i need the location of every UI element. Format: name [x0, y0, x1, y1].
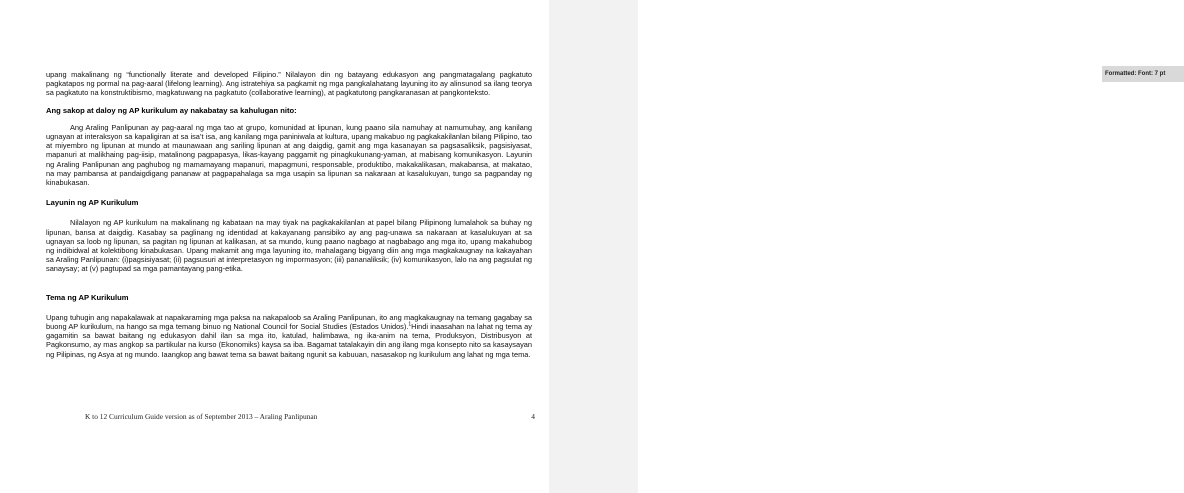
themes-paragraph [46, 313, 532, 359]
definition-paragraph: Ang Araling Panlipunan ay pag-aaral ng mga tao at grupo, komunidad at lipunan, kung paano sila namuhay at namumuhay, ang kanilang ugnayan at interaksyon sa kapaligiran at sa isa’t isa, ang kanilang mga paniniwala at kultura, upang makabuo ng pagkakakilanlan bilang Pilipino, tao at miyembro ng lipunan at mundo at maunawaan ang sariling lipunan at ang daigdig, gamit ang mga kasanayan sa pagsasaliksik, pagsisiyasat, mapanuri at malikhaing pag-iisip, matalinong pagpapasya, likas-kayang paggamit ng pinagkukunang-yaman, at mabisang komunikasyon. Layunin ng Araling Panlipunan ang paghubog ng mamamayang mapanuri, mapagmuni, responsable, produktibo, makakalikasan, makabansa, at makatao, na may pambansa at pandaigdigang pananaw at pagpapahalaga sa mga usapin sa lipunan sa nakaraan at kasalukuyan, tungo sa pagpanday ng kinabukasan. [46, 122, 532, 188]
section-heading-layunin: Layunin ng AP Kurikulum [46, 198, 139, 208]
themes-text-part2: Hindi inaasahan na lahat ng tema ay gagamitin sa bawat baitang ng edukasyon dahil ilan sa mga ito, katulad, halimbawa, ng ika-anim na tema, Produksyon, Distribusyon at Pagkonsumo, ay mas angkop sa partikular na kurso (Ekonomiks) kaysa sa iba. Bagamat tatalakayin din ang ilang mga konsepto nito sa kasaysayan ng Pilipinas, ng Asya at ng mundo. Iaangkop ang bawat tema sa bawat baitang ngunit sa kabuuan, nasasakop ng kurikulum ang lahat ng mga tema. [46, 322, 532, 359]
page-number: 4 [531, 412, 535, 421]
formatting-comment-balloon[interactable] [1102, 66, 1184, 82]
intro-paragraph: upang makalinang ng “functionally literate and developed Filipino.” Nilalayon din ng batayang edukasyon ang pangmatagalang pagkatuto pagkatapos ng pormal na pag-aaral (lifelong learning). Ang istratehiya sa pagkamit ng mga pangkalahatang layuning ito ay alinsunod sa ilang teorya sa pagkatuto na konstruktibismo, magkatuwang na pagkatuto (collaborative learning), at pagkatutong pangkaranasan at pangkonteksto. [46, 70, 532, 98]
footer-text: K to 12 Curriculum Guide version as of September 2013 – Araling Panlipunan [85, 412, 318, 421]
document-body [46, 70, 532, 359]
themes-text-part1: Upang tuhugin ang napakalawak at napakaraming mga paksa na nakapaloob sa Araling Panlipunan, ito ang magkakaugnay na temang gagabay sa buong AP kurikulum, na hango sa mga temang binuo ng National Council for Social Studies (Estados Unidos). [46, 312, 532, 332]
section-heading-tema: Tema ng AP Kurikulum [46, 292, 129, 302]
objectives-paragraph: Nilalayon ng AP kurikulum na makalinang ng kabataan na may tiyak na pagkakakilanlan at papel bilang Pilipinong lumalahok sa buhay ng lipunan, bansa at daigdig. Kasabay sa paglinang ng identidad at kakayanang pansibiko ay ang pag-unawa sa nakaraan at kasalukuyan at sa ugnayan sa loob ng lipunan, sa pagitan ng lipunan at kalikasan, at sa mundo, kung paano nagbago at nagbabago ang mga ito, upang makahubog ng indibidwal at kolektibong kinabukasan. Upang makamit ang mga layuning ito, mahalagang bigyang diin ang mga magkakaugnay na kakayahan sa Araling Panlipunan: (i)pagsisiyasat; (ii) pagsusuri at interpretasyon ng impormasyon; (iii) pananaliksik; (iv) komunikasyon, lalo na ang pagsulat ng sanaysay; at (v) pagtupad sa mga pamantayang pang-etika. [46, 218, 532, 274]
comment-sidebar [549, 0, 1166, 493]
section-heading-sakop: Ang sakop at daloy ng AP kurikulum ay nakabatay sa kahulugan nito: [46, 105, 297, 115]
footnote-marker[interactable]: 1 [408, 321, 412, 328]
page-footer [85, 412, 535, 421]
comment-label: Formatted: Font: 7 pt [1105, 71, 1166, 77]
